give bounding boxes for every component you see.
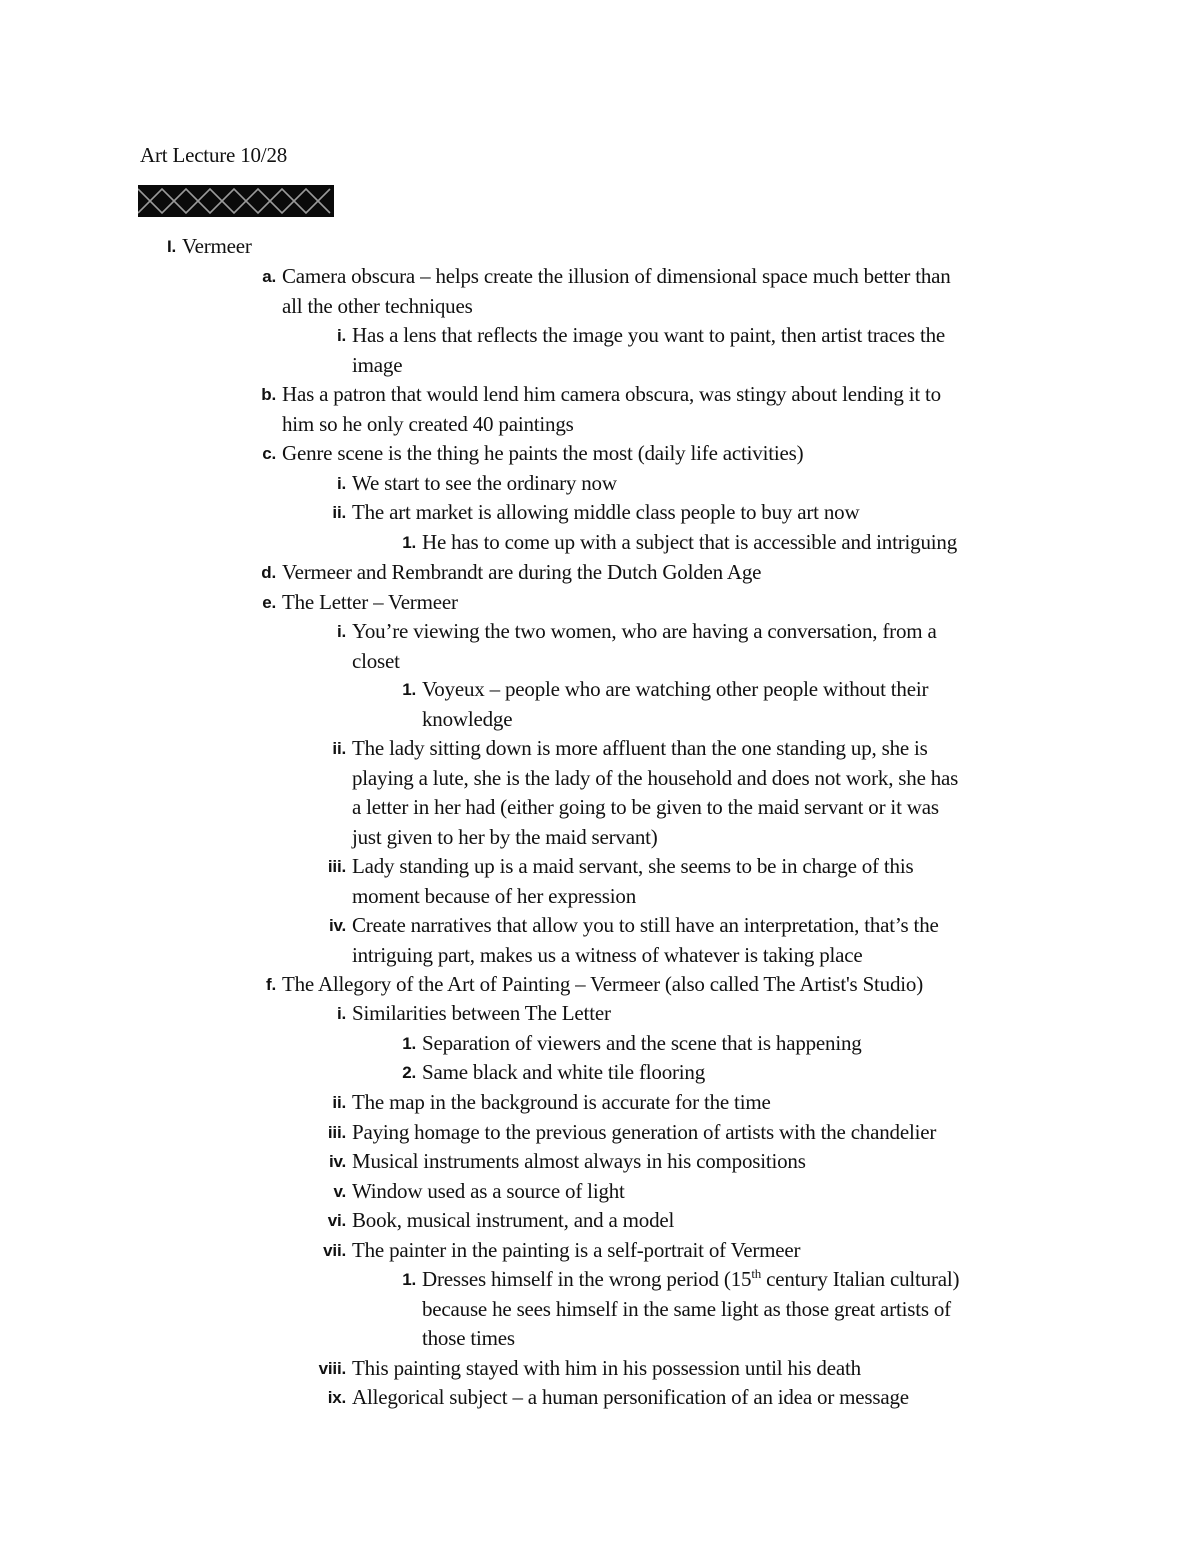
list-marker: ii.	[332, 503, 346, 522]
list-text: The art market is allowing middle class people to buy art now	[352, 500, 860, 524]
list-marker: 1.	[402, 533, 416, 552]
outline-item	[270, 911, 1057, 970]
list-text: Lady standing up is a maid servant, she seems to be in charge of this moment because of her expression	[352, 854, 914, 908]
outline-item	[200, 262, 1057, 321]
list-marker: i.	[336, 622, 346, 641]
outline-item	[340, 1029, 1057, 1059]
list-text: Allegorical subject – a human personification of an idea or message	[352, 1385, 909, 1409]
list-text: He has to come up with a subject that is accessible and intriguing	[422, 530, 957, 554]
outline-item	[270, 1177, 1057, 1207]
list-text: You’re viewing the two women, who are having a conversation, from a closet	[352, 619, 937, 673]
list-marker: 2.	[402, 1063, 416, 1082]
list-marker: iv.	[328, 916, 346, 935]
list-marker: 1.	[402, 680, 416, 699]
list-marker: c.	[262, 444, 276, 463]
outline-item	[270, 852, 1057, 911]
document-title: Art Lecture 10/28	[140, 143, 288, 167]
list-marker: ii.	[332, 739, 346, 758]
list-text: Voyeux – people who are watching other people without their knowledge	[422, 677, 929, 731]
list-text: Window used as a source of light	[352, 1179, 625, 1203]
outline-item	[340, 528, 1057, 558]
list-text: Vermeer	[182, 234, 252, 258]
list-text: Has a patron that would lend him camera obscura, was stingy about lending it to him so he only created 40 paintings	[282, 382, 941, 436]
list-text: Musical instruments almost always in his compositions	[352, 1149, 806, 1173]
list-marker: iii.	[327, 1123, 346, 1142]
list-text: The Allegory of the Art of Painting – Vermeer (also called The Artist's Studio)	[282, 972, 924, 996]
outline-item	[270, 321, 1057, 380]
list-marker: e.	[262, 593, 276, 612]
list-text: Paying homage to the previous generation of artists with the chandelier	[352, 1120, 937, 1144]
list-marker: ix.	[327, 1388, 346, 1407]
outline-item	[270, 1088, 1057, 1118]
outline-item	[270, 1118, 1057, 1148]
list-text-part: Dresses himself in the wrong period (15	[422, 1267, 752, 1291]
outline-item	[270, 617, 1057, 676]
list-text: This painting stayed with him in his possession until his death	[352, 1356, 861, 1380]
list-text	[422, 1265, 1057, 1354]
list-text: Create narratives that allow you to still have an interpretation, that’s the intriguing part, makes us a witness of whatever is taking place	[352, 913, 939, 967]
outline-item	[200, 970, 1057, 1000]
list-marker: a.	[262, 267, 276, 286]
outline-item	[270, 469, 1057, 499]
outline-item	[270, 1236, 1057, 1266]
list-text: The map in the background is accurate for the time	[352, 1090, 771, 1114]
list-marker: vi.	[327, 1211, 346, 1230]
superscript: th	[751, 1266, 762, 1281]
list-text: Has a lens that reflects the image you want to paint, then artist traces the image	[352, 323, 946, 377]
outline-item	[270, 498, 1057, 528]
list-marker: viii.	[318, 1359, 346, 1378]
outline-item	[200, 588, 1057, 618]
list-marker: I.	[166, 237, 176, 256]
list-text: Vermeer and Rembrandt are during the Dutch Golden Age	[282, 560, 762, 584]
list-marker: iv.	[328, 1152, 346, 1171]
list-text: Genre scene is the thing he paints the most (daily life activities)	[282, 441, 804, 465]
list-text: Camera obscura – helps create the illusion of dimensional space much better than all the other techniques	[282, 264, 951, 318]
outline-item	[200, 558, 1057, 588]
list-marker: i.	[336, 474, 346, 493]
list-text: The painter in the painting is a self-portrait of Vermeer	[352, 1238, 801, 1262]
outline-item	[270, 1354, 1057, 1384]
outline-item	[200, 439, 1057, 469]
list-marker: b.	[261, 385, 276, 404]
list-marker: i.	[336, 1004, 346, 1023]
list-text: We start to see the ordinary now	[352, 471, 617, 495]
outline-item	[270, 1383, 1057, 1413]
list-text: Same black and white tile flooring	[422, 1060, 706, 1084]
list-text: Separation of viewers and the scene that is happening	[422, 1031, 862, 1055]
outline-item	[270, 734, 1057, 852]
outline-item	[340, 1265, 1057, 1354]
list-text: Book, musical instrument, and a model	[352, 1208, 675, 1232]
list-marker: i.	[336, 326, 346, 345]
list-marker: f.	[266, 975, 276, 994]
list-marker: 1.	[402, 1270, 416, 1289]
outline-item	[270, 999, 1057, 1029]
outline-item	[340, 1058, 1057, 1088]
list-text-part: century Italian cultural) because he sees himself in the same light as those great artists of those times	[422, 1267, 960, 1350]
list-marker: v.	[333, 1182, 346, 1201]
list-marker: ii.	[332, 1093, 346, 1112]
outline-item	[270, 1206, 1057, 1236]
list-text: The Letter – Vermeer	[282, 590, 458, 614]
outline-item	[200, 380, 1057, 439]
list-marker: 1.	[402, 1034, 416, 1053]
list-text: The lady sitting down is more affluent than the one standing up, she is playing a lute, she is the lady of the household and does not work, she has a letter in her had (either going to be given to the maid servant or it was just given to her by the maid servant)	[352, 736, 959, 849]
redacted-block	[138, 185, 334, 217]
list-text: Similarities between The Letter	[352, 1001, 611, 1025]
outline-item	[340, 675, 1057, 734]
list-marker: d.	[261, 563, 276, 582]
outline-item	[270, 1147, 1057, 1177]
outline-item	[100, 232, 982, 262]
list-marker: vii.	[323, 1241, 346, 1260]
list-marker: iii.	[327, 857, 346, 876]
